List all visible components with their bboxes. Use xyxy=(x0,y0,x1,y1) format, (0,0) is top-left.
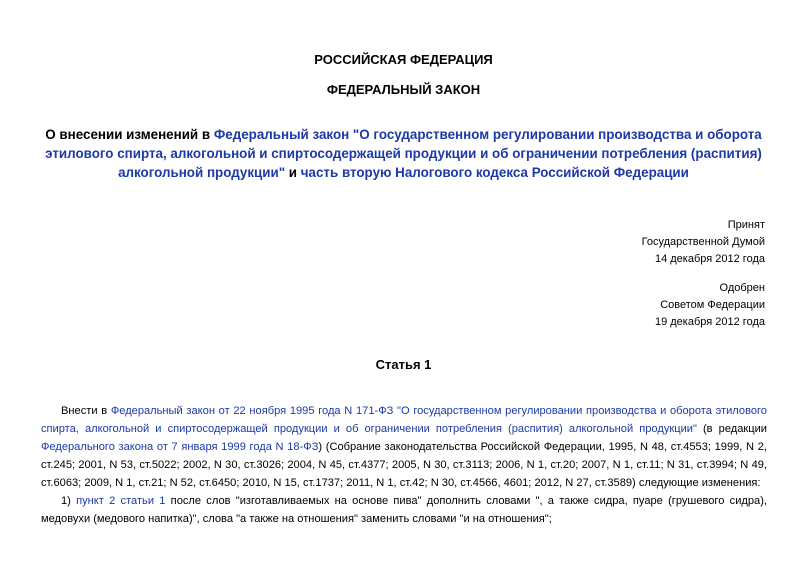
p1-link-law-18[interactable]: Федерального закона от 7 января 1999 года N 18-ФЗ xyxy=(41,441,319,453)
title-text-1: О внесении изменений в xyxy=(45,127,214,142)
p1-text-1: Внести в xyxy=(61,405,111,417)
accepted-date: 14 декабря 2012 года xyxy=(654,253,765,265)
title-text-2: и xyxy=(285,165,301,180)
document-type-heading: ФЕДЕРАЛЬНЫЙ ЗАКОН xyxy=(326,82,481,97)
p2-link-point-2-article-1[interactable]: пункт 2 статьи 1 xyxy=(76,495,166,507)
approval-block xyxy=(505,280,765,331)
p2-text-1: 1) xyxy=(61,495,77,507)
article-paragraph-2 xyxy=(41,492,767,528)
country-heading: РОССИЙСКАЯ ФЕДЕРАЦИЯ xyxy=(314,52,493,67)
approved-label: Одобрен xyxy=(719,282,765,294)
approved-date: 19 декабря 2012 года xyxy=(654,316,765,328)
p1-text-3: ) (Собрание законодательства Российской Федерации, 1995, N 48, ст.4553; 1999, N 2, ст.245; 2001, N 53, ст.5022; 2002, N 30, ст.3026; 2004, N 45, ст.4377; 2005, N 30, ст.3113; 2006, N 1, ст.20; 2007, N 1, ст.11; N 31, ст.3994; N 49, ст.6063; 2009, N 1, ст.21; N 52, ст.6450; 2010, N 15, ст.1737; 2011, N 1, ст.42; N 30, ст.4566, 4601; 2012, N 27, ст.3589) следующие изменения: xyxy=(41,441,767,489)
p1-link-law-171[interactable]: Федеральный закон от 22 ноября 1995 года N 171-ФЗ "О государственном регулировании производства и оборота этилового спирта, алкогольной и спиртосодержащей продукции и об ограничении потребления (распития) алкогольной продукции" xyxy=(41,405,767,435)
adoption-block xyxy=(505,217,765,268)
accepted-by: Государственной Думой xyxy=(641,236,765,248)
article-heading: Статья 1 xyxy=(375,357,432,372)
title-link-tax-code[interactable]: часть вторую Налогового кодекса Российской Федерации xyxy=(300,165,689,180)
p2-text-2: после слов "изготавливаемых на основе пива" дополнить словами ", а также сидра, пуаре (грушевого сидра), медовухи (медового напитка)", слова "а также на отношения" заменить словами "и на отношения"; xyxy=(41,495,767,525)
accepted-label: Принят xyxy=(727,219,765,231)
article-paragraph-1 xyxy=(41,402,767,492)
title-link-federal-law[interactable]: Федеральный закон "О государственном регулировании производства и оборота этилового спирта, алкогольной и спиртосодержащей продукции и об ограничении потребления (распития) алкогольной продукции" xyxy=(45,127,762,180)
p1-text-2: (в редакции xyxy=(696,423,767,435)
approved-by: Советом Федерации xyxy=(660,299,765,311)
law-title xyxy=(42,125,765,182)
